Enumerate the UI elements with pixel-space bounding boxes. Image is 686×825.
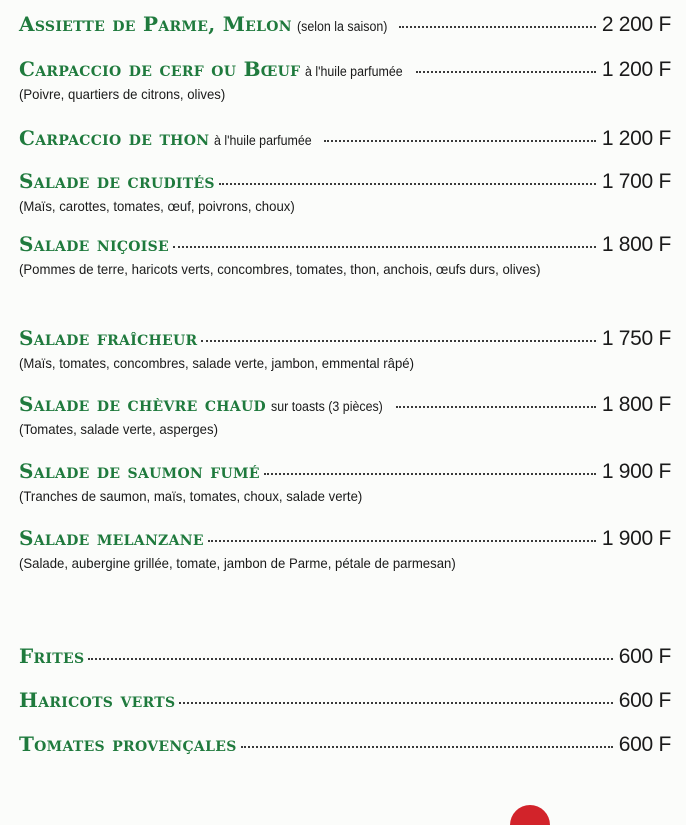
menu-item-description: (Tomates, salade verte, asperges) — [19, 421, 218, 437]
menu-item-price: 1 800 F — [601, 393, 671, 416]
menu-item-extra: sur toasts (3 pièces) — [270, 399, 383, 414]
red-logo-edge — [510, 805, 550, 825]
menu-item-description: (Maïs, tomates, concombres, salade verte, jambon, emmental râpé) — [19, 355, 414, 371]
side-item-price: 600 F — [618, 645, 671, 668]
menu-item — [19, 169, 671, 216]
side-item-price: 600 F — [618, 689, 671, 712]
menu-item-description: (Poivre, quartiers de citrons, olives) — [19, 86, 226, 102]
side-item-line — [19, 688, 671, 713]
menu-item-line — [19, 392, 671, 417]
side-item-name: Haricots verts — [19, 688, 176, 712]
dot-leader — [264, 473, 596, 475]
menu-item — [19, 232, 671, 279]
menu-item-line — [19, 326, 671, 351]
menu-item-line — [19, 169, 671, 194]
menu-item-price: 1 900 F — [601, 460, 671, 483]
menu-item-line — [19, 232, 671, 257]
menu-item-price: 1 700 F — [601, 170, 671, 193]
dot-leader — [208, 540, 596, 542]
menu-item-description: (Tranches de saumon, maïs, tomates, choux, salade verte) — [19, 488, 363, 504]
menu-item-description: (Maïs, carottes, tomates, œuf, poivrons, choux) — [19, 198, 295, 214]
dot-leader — [416, 71, 596, 73]
dot-leader — [179, 702, 612, 704]
side-item — [19, 732, 671, 757]
menu-item-line — [19, 126, 671, 151]
menu-item-name: Salade de chèvre chaud — [19, 392, 266, 416]
side-item — [19, 644, 671, 669]
menu-item-name: Salade melanzane — [19, 526, 204, 550]
menu-item-name: Assiette de Parme, Melon — [19, 12, 292, 36]
side-item-name: Frites — [19, 644, 85, 668]
dot-leader — [219, 183, 596, 185]
menu-item — [19, 57, 671, 104]
dot-leader — [173, 246, 596, 248]
menu-item — [19, 126, 671, 151]
menu-item-name: Carpaccio de cerf ou Bœuf — [19, 57, 301, 81]
menu-item-price: 1 200 F — [601, 58, 671, 81]
menu-item-name: Carpaccio de thon — [19, 126, 210, 150]
menu-item — [19, 392, 671, 439]
dot-leader — [396, 406, 595, 408]
menu-item-extra: à l'huile parfumée — [305, 64, 404, 79]
dot-leader — [241, 746, 613, 748]
menu-item — [19, 459, 671, 506]
menu-item-line — [19, 12, 671, 37]
menu-item-line — [19, 459, 671, 484]
side-item-price: 600 F — [618, 733, 671, 756]
menu-item — [19, 326, 671, 373]
menu-item-price: 1 200 F — [601, 127, 671, 150]
menu-item-name: Salade de saumon fumé — [19, 459, 260, 483]
side-item-line — [19, 644, 671, 669]
menu-item-description: (Pommes de terre, haricots verts, concombres, tomates, thon, anchois, œufs durs, olives) — [19, 261, 541, 277]
side-item-name: Tomates provençales — [19, 732, 237, 756]
side-item-line — [19, 732, 671, 757]
menu-item-extra: (selon la saison) — [296, 19, 388, 34]
menu-item-line — [19, 526, 671, 551]
menu-item-price: 2 200 F — [601, 13, 671, 36]
menu-item-description: (Salade, aubergine grillée, tomate, jambon de Parme, pétale de parmesan) — [19, 555, 456, 571]
dot-leader — [399, 26, 596, 28]
menu-item-name: Salade de crudités — [19, 169, 215, 193]
side-item — [19, 688, 671, 713]
dot-leader — [88, 658, 612, 660]
menu-item-line — [19, 57, 671, 82]
menu-item-price: 1 750 F — [601, 327, 671, 350]
menu-item — [19, 526, 671, 573]
menu-item-price: 1 900 F — [601, 527, 671, 550]
dot-leader — [201, 340, 595, 342]
menu-item-price: 1 800 F — [601, 233, 671, 256]
menu-item-extra: à l'huile parfumée — [214, 133, 312, 148]
menu-item-name: Salade fraîcheur — [19, 326, 198, 350]
menu-item — [19, 12, 671, 37]
dot-leader — [324, 140, 595, 142]
menu-item-name: Salade niçoise — [19, 232, 169, 256]
